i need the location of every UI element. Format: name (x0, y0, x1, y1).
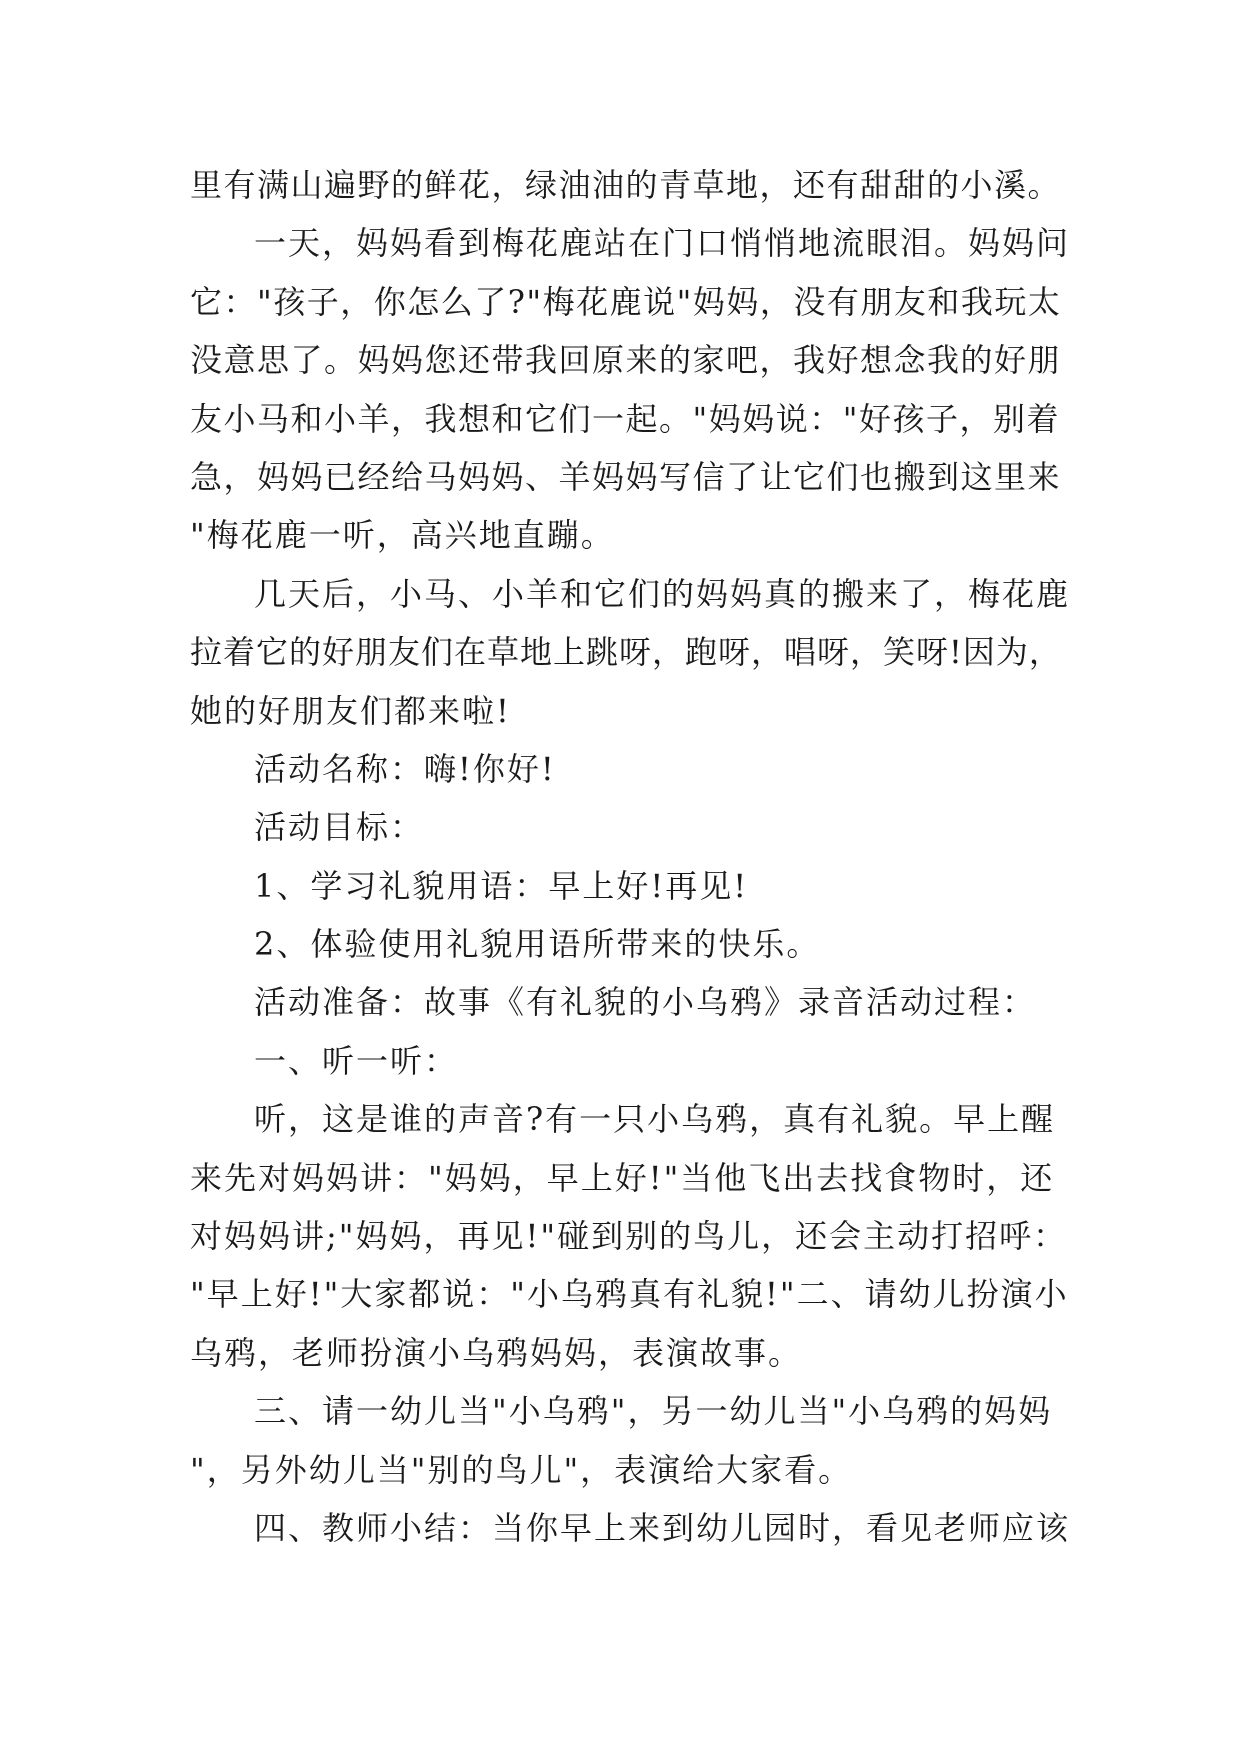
text-line: 听，这是谁的声音?有一只小乌鸦，真有礼貌。早上醒 (254, 1100, 1056, 1139)
text-line: "，另外幼儿当"别的鸟儿"，表演给大家看。 (190, 1450, 853, 1489)
text-line: 拉着它的好朋友们在草地上跳呀，跑呀，唱呀，笑呀!因为， (190, 633, 1062, 672)
text-line: "早上好!"大家都说："小乌鸦真有礼貌!"二、请幼儿扮演小 (190, 1275, 1069, 1314)
text-line: 一、听一听： (254, 1041, 459, 1080)
text-line: 乌鸦，老师扮演小乌鸦妈妈，表演故事。 (190, 1333, 803, 1372)
text-line: 急，妈妈已经给马妈妈、羊妈妈写信了让它们也搬到这里来 (190, 457, 1062, 496)
text-line: "梅花鹿一听，高兴地直蹦。 (190, 516, 615, 555)
text-line: 她的好朋友们都来啦! (190, 691, 511, 730)
text-line: 里有满山遍野的鲜花，绿油油的青草地，还有甜甜的小溪。 (190, 166, 1062, 204)
text-line: 2、体验使用礼貌用语所带来的快乐。 (254, 925, 821, 964)
text-line: 几天后，小马、小羊和它们的妈妈真的搬来了，梅花鹿 (254, 574, 1071, 613)
text-line: 1、学习礼貌用语：早上好!再见! (254, 866, 749, 905)
text-line: 友小马和小羊，我想和它们一起。"妈妈说："好孩子，别着 (190, 399, 1060, 438)
text-line: 三、请一幼儿当"小乌鸦"，另一幼儿当"小乌鸦的妈妈 (254, 1392, 1053, 1431)
text-line: 对妈妈讲;"妈妈，再见!"碰到别的鸟儿，还会主动打招呼： (190, 1217, 1068, 1256)
text-line: 活动准备：故事《有礼貌的小乌鸦》录音活动过程： (254, 983, 1037, 1022)
text-line: 四、教师小结：当你早上来到幼儿园时，看见老师应该 (254, 1508, 1071, 1547)
text-line: 没意思了。妈妈您还带我回原来的家吧，我好想念我的好朋 (190, 341, 1062, 380)
text-line: 来先对妈妈讲："妈妈，早上好!"当他飞出去找食物时，还 (190, 1158, 1055, 1197)
text-line: 一天，妈妈看到梅花鹿站在门口悄悄地流眼泪。妈妈问 (254, 224, 1071, 263)
text-line: 它："孩子，你怎么了?"梅花鹿说"妈妈，没有朋友和我玩太 (190, 282, 1062, 321)
document-body (190, 156, 1070, 1557)
text-line: 活动目标： (254, 808, 425, 847)
text-line: 活动名称：嗨!你好! (254, 749, 556, 788)
